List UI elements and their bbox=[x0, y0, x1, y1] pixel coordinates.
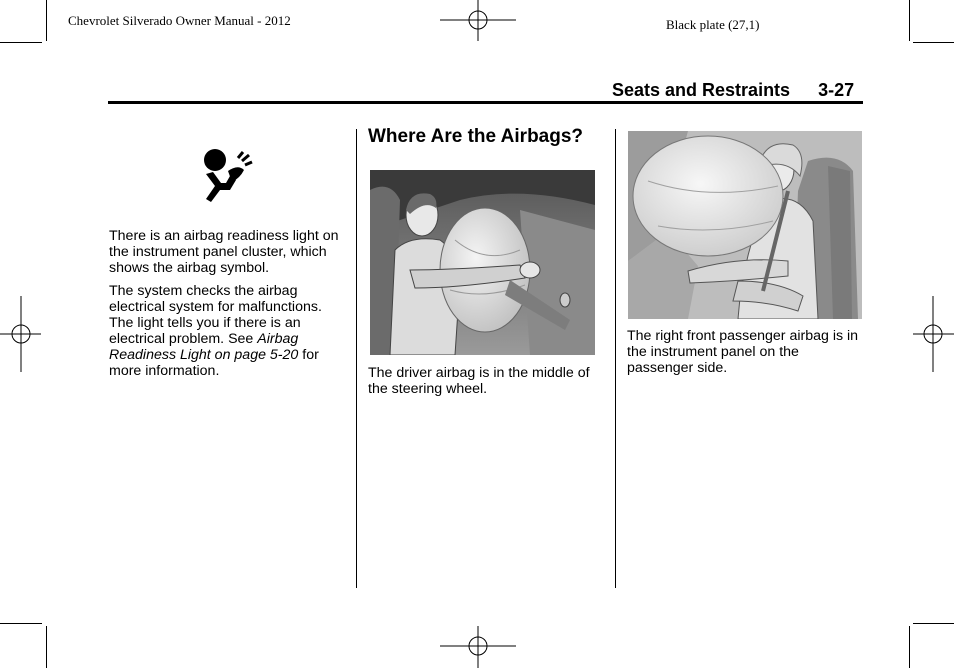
section-title: Seats and Restraints bbox=[612, 80, 791, 100]
crop-mark bbox=[0, 42, 42, 43]
registration-mark-left bbox=[0, 296, 42, 372]
crop-mark bbox=[909, 0, 910, 41]
paragraph: There is an airbag readiness light on the instrument panel cluster, which shows the airbag symbol. bbox=[109, 228, 339, 276]
crop-mark bbox=[46, 0, 47, 41]
document-title: Chevrolet Silverado Owner Manual - 2012 bbox=[68, 13, 291, 28]
paragraph bbox=[109, 283, 339, 379]
crop-mark bbox=[46, 626, 47, 668]
driver-airbag-illustration bbox=[370, 170, 595, 355]
airbag-readiness-symbol-icon bbox=[200, 146, 256, 202]
passenger-airbag-illustration bbox=[628, 131, 862, 319]
registration-mark-bottom bbox=[438, 626, 518, 668]
registration-mark-right bbox=[912, 296, 954, 372]
paragraph-text: The system checks the airbag electrical system for malfunctions. The light tells you if there is an electrical problem. See bbox=[109, 283, 322, 347]
paragraph-text: for more information. bbox=[109, 347, 319, 379]
section-header bbox=[612, 80, 854, 101]
page-number: 3-27 bbox=[818, 80, 855, 100]
column-divider bbox=[615, 129, 616, 588]
caption: The driver airbag is in the middle of the steering wheel. bbox=[368, 365, 590, 397]
heading: Where Are the Airbags? bbox=[368, 126, 584, 147]
caption: The right front passenger airbag is in the instrument panel on the passenger side. bbox=[627, 328, 859, 376]
column1-text bbox=[109, 228, 339, 386]
crop-mark bbox=[913, 42, 954, 43]
plate-label: Black plate (27,1) bbox=[666, 17, 760, 32]
crop-mark bbox=[0, 623, 42, 624]
cross-reference-link[interactable]: Airbag Readiness Light on page 5-20 bbox=[109, 331, 299, 363]
crop-mark bbox=[913, 623, 954, 624]
column-divider bbox=[356, 129, 357, 588]
registration-mark-top bbox=[438, 0, 518, 42]
header-rule bbox=[108, 101, 863, 104]
crop-mark bbox=[909, 626, 910, 668]
